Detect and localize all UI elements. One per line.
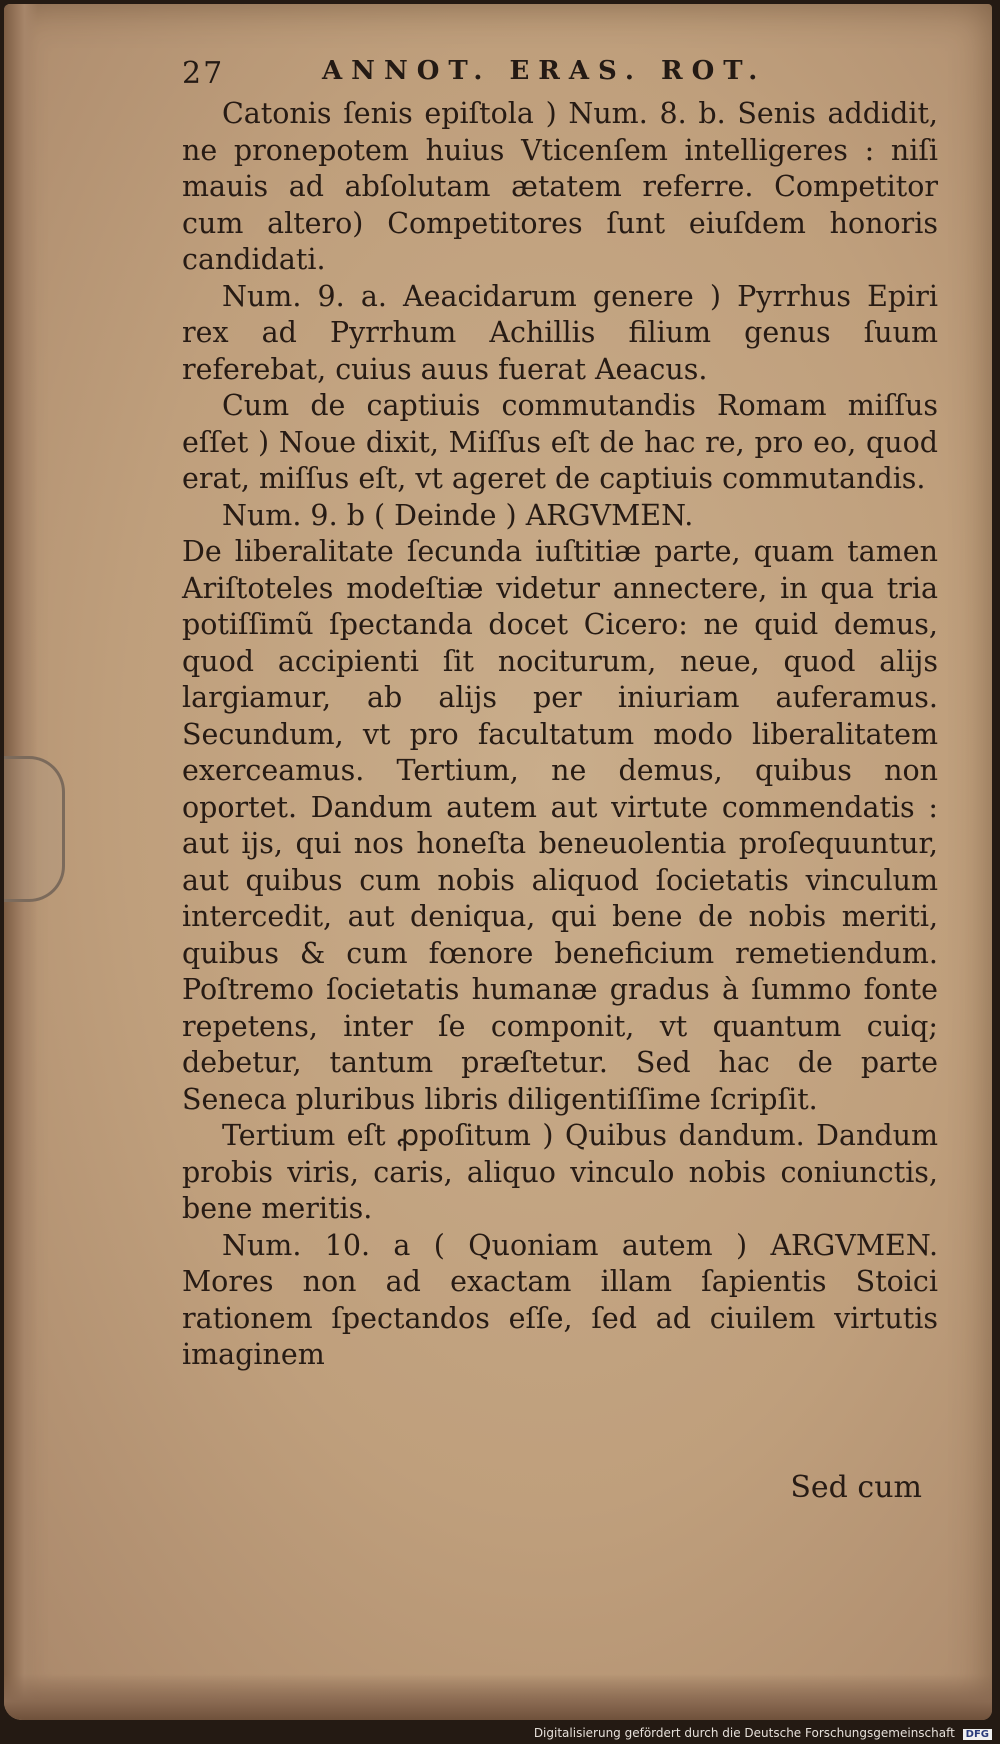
catchword: Sed cum	[790, 1470, 922, 1505]
page-number: 27	[182, 56, 225, 91]
paragraph-tertium: Tertium eſt ꝓpoſitum ) Quibus dandum. Dandum probis viris, caris, aliquo vinculo nobis coniunctis, bene meritis.	[182, 1119, 938, 1225]
bookmark-clip	[4, 756, 65, 902]
running-title: ANNOT. ERAS. ROT.	[322, 56, 767, 86]
book-page	[4, 4, 992, 1720]
paragraph-mores: Num. 10. a ( Quoniam autem ) ARGVMEN. Mores non ad exactam illam ſapientis Stoici rationem ſpectandos eſſe, ſed ad ciuilem virtutis imaginem	[182, 1228, 938, 1371]
paragraph-liberalitate: De liberalitate ſecunda iuſtitiæ parte, quam tamen Ariſtoteles modeſtiæ videtur annectere, in qua tria potiſſimũ ſpectanda docet Cicero: ne quid demus, quod accipienti ſit nociturum, neue, quod alijs largiamur, ab alijs per iniuriam auferamus. Secundum, vt pro facultatum modo liberalitatem exerceamus. Tertium, ne demus, quibus non oportet. Dandum autem aut virtute commendatis : aut ijs, qui nos honeſta beneuolentia proſequuntur, aut quibus cum nobis aliquod ſocietatis vinculum intercedit, aut deniqua, qui bene de nobis meriti, quibus & cum fœnore beneficium remetiendum. Poſtremo ſocietatis humanæ gradus à ſummo fonte repetens, inter ſe componit, vt quantum cuiq; debetur, tantum præſtetur. Sed hac de parte Seneca pluribus libris diligentiſſime ſcripſit.	[182, 535, 938, 1116]
dfg-logo: DFG	[963, 1729, 992, 1740]
page-bottom-edge	[4, 1674, 992, 1720]
running-head	[182, 56, 922, 100]
digitization-credit	[534, 1726, 992, 1740]
text-block	[182, 96, 938, 1374]
paragraph-aeacidarum: Num. 9. a. Aeacidarum genere ) Pyrrhus Epiri rex ad Pyrrhum Achillis filium genus ſuum referebat, cuius auus fuerat Aeacus.	[182, 279, 938, 386]
argumen-heading: Num. 9. b ( Deinde ) ARGVMEN.	[222, 498, 694, 532]
credit-text: Digitalisierung gefördert durch die Deutsche Forschungsgemeinschaft	[533, 1726, 955, 1740]
paragraph-captiuis: Cum de captiuis commutandis Romam miſſus eſſet ) Noue dixit, Miſſus eſt de hac re, pro eo, quod erat, miſſus eſt, vt ageret de captiuis commutandis.	[182, 389, 938, 495]
paragraph-catonis: Catonis ſenis epiſtola ) Num. 8. b. Senis addidit, ne pronepotem huius Vticenſem intelligeres : niſi mauis ad abſolutam ætatem referre. Competitor cum altero) Competitores ſunt eiuſdem honoris candidati.	[182, 97, 938, 276]
